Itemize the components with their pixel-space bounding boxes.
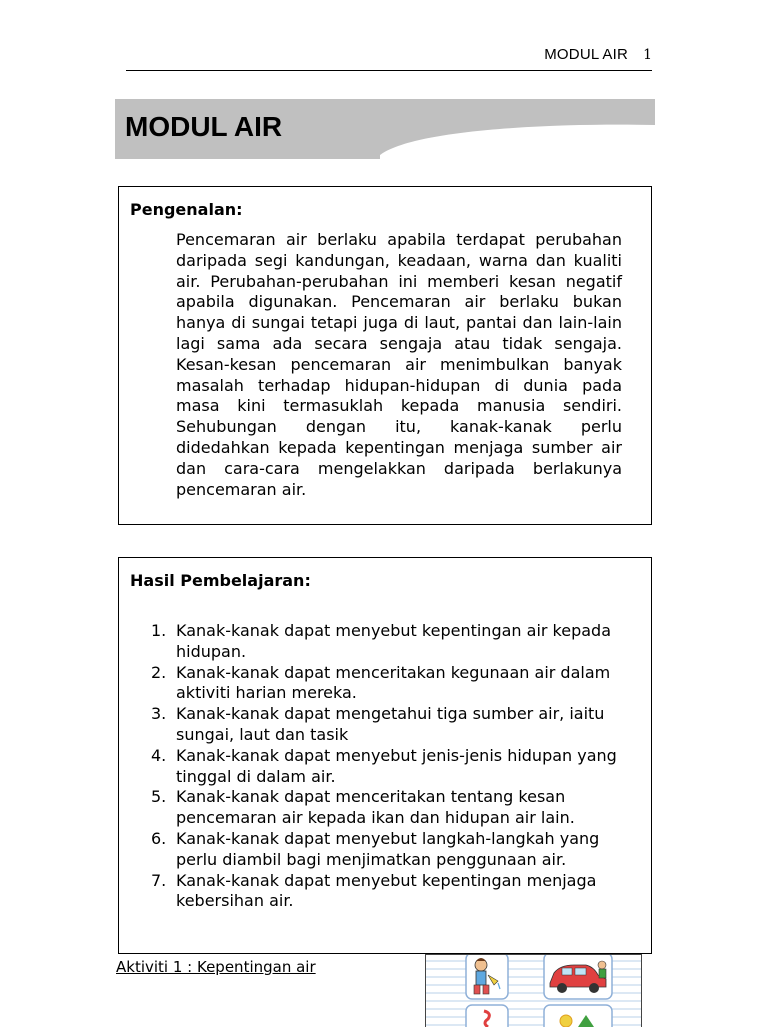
item-number: 4. xyxy=(151,745,167,765)
item-number: 7. xyxy=(151,870,167,890)
child-watering-icon xyxy=(466,955,508,999)
item-text: perlu diambil bagi menjimatkan penggunaan air. xyxy=(176,849,567,869)
item-number: 6. xyxy=(151,828,167,848)
list-item xyxy=(151,828,646,850)
clipart-image xyxy=(426,955,641,1027)
item-text: Kanak-kanak dapat menceritakan tentang kesan pencemaran air kepada ikan dan hidupan air lain. xyxy=(176,787,575,828)
learning-outcomes-list xyxy=(151,621,646,912)
item-number: 5. xyxy=(151,787,167,807)
item-text: kebersihan air. xyxy=(176,891,294,911)
item-number: 1. xyxy=(151,621,167,640)
introduction-text: Pencemaran air berlaku apabila terdapat perubahan daripada segi kandungan, keadaan, warna dan kualiti air. Perubahan-perubahan ini memberi kesan negatif apabila digunakan. Pencemaran air berlaku bukan hanya di sungai tetapi juga di laut, pantai dan lain-lain lagi sama ada secara sengaja atau tidak sengaja. Kesan-kesan pencemaran air menimbulkan banyak masalah terhadap hidupan-hidupan di dunia pada masa kini termasuklah kepada manusia sendiri. Sehubungan dengan itu, kanak-kanak perlu didedahkan kepada kepentingan menjaga sumber air dan cara-cara mengelakkan daripada berlakunya pencemaran air. xyxy=(176,230,622,499)
banner-title: MODUL AIR xyxy=(125,111,283,142)
list-item xyxy=(151,787,646,829)
list-item xyxy=(151,662,646,705)
list-item xyxy=(151,621,646,663)
page-header xyxy=(126,40,652,71)
list-item xyxy=(151,870,646,892)
page-number: 1 xyxy=(643,47,652,63)
car-washing-icon xyxy=(544,955,612,999)
activity-label: Aktiviti 1 : Kepentingan air xyxy=(116,958,316,976)
list-item xyxy=(176,850,646,871)
item-number: 3. xyxy=(151,704,167,724)
item-number: 2. xyxy=(151,662,167,682)
list-item xyxy=(151,745,646,788)
item-text: Kanak-kanak dapat menyebut kepentingan menjaga xyxy=(176,870,597,890)
title-banner xyxy=(115,99,655,159)
learning-outcomes-box xyxy=(118,557,652,954)
introduction-heading: Pengenalan: xyxy=(130,200,243,219)
item-text: Kanak-kanak dapat menyebut kepentingan air kepada hidupan. xyxy=(176,621,612,661)
header-title: MODUL AIR xyxy=(544,46,628,63)
list-item xyxy=(176,891,646,912)
item-text: Kanak-kanak dapat menyebut langkah-langkah yang xyxy=(176,828,600,848)
item-text: Kanak-kanak dapat menceritakan kegunaan air dalam aktiviti harian mereka. xyxy=(176,662,611,703)
list-item xyxy=(151,704,646,746)
activity-illustration xyxy=(425,954,642,1027)
introduction-box xyxy=(118,186,652,525)
item-text: Kanak-kanak dapat menyebut jenis-jenis hidupan yang tinggal di dalam air. xyxy=(176,745,617,786)
learning-outcomes-heading: Hasil Pembelajaran: xyxy=(130,571,311,590)
item-text: Kanak-kanak dapat mengetahui tiga sumber air, iaitu sungai, laut dan tasik xyxy=(176,704,605,744)
